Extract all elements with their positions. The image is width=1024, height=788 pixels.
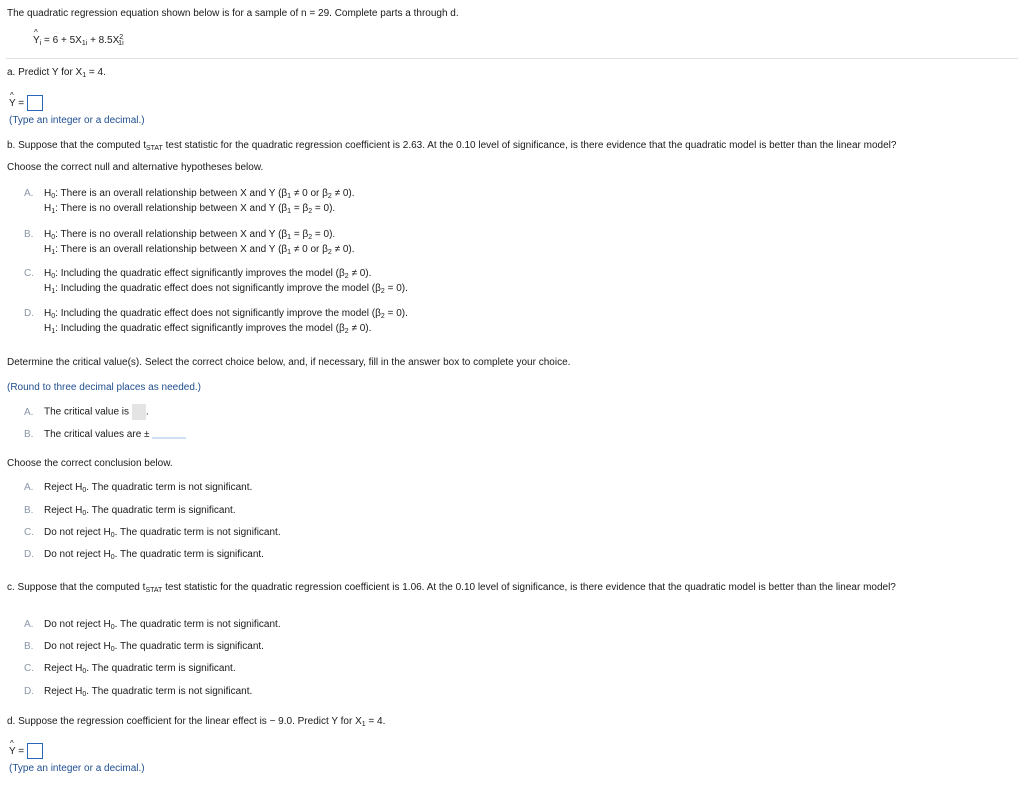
intro-text: The quadratic regression equation shown below is for a sample of n = 29. Complete parts a through d. [7, 8, 459, 19]
conclusion-c-option-a[interactable]: A. Do not reject $H_0$. The quadratic term is not significant. [24, 619, 281, 631]
critical-value-input[interactable] [132, 404, 146, 420]
conclusion-c-option-d[interactable]: D. Reject $H_0$. The quadratic term is not significant. [24, 686, 253, 698]
critical-values-input[interactable] [152, 437, 186, 439]
conclusion-b-option-b[interactable]: B. Reject $H_0$. The quadratic term is significant. [24, 505, 236, 517]
hypothesis-option-a[interactable]: A. $H_0$: There is an overall relationship between X and Y ($\beta_1 \ne 0$ or $\beta_2 \ne 0$). $H_1$: There is no overall relationship between X and Y $(\beta_1 = \beta_2 = 0)$. [24, 188, 355, 215]
part-d-answer-input[interactable] [27, 743, 43, 759]
part-d-hint: (Type an integer or a decimal.) [9, 763, 145, 774]
part-a-answer: ^ Y = [9, 95, 43, 111]
conclusion-b-option-a[interactable]: A. Reject $H_0$. The quadratic term is not significant. [24, 482, 253, 494]
part-b-question: b. Suppose that the computed $t_{STAT}$ test statistic for the quadratic regression coefficient is 2.63. At the 0.10 level of significance, is there evidence that the quadratic model is better than the linear model? [7, 140, 897, 152]
part-d-prompt: d. Suppose the regression coefficient for the linear effect is − 9.0. Predict Y for $X_1 = 4$. [7, 716, 386, 728]
conclusion-c-option-c[interactable]: C. Reject $H_0$. The quadratic term is significant. [24, 663, 236, 675]
conclusion-c-option-b[interactable]: B. Do not reject $H_0$. The quadratic term is significant. [24, 641, 264, 653]
part-a-answer-input[interactable] [27, 95, 43, 111]
hypothesis-option-c[interactable]: C. $H_0$: Including the quadratic effect significantly improves the model $(\beta_2 \ne 0)$. $H_1$: Including the quadratic effect does not significantly improve the model $(\beta_2 = 0)$. [24, 268, 408, 295]
part-d-answer: ^ Y = [9, 743, 43, 759]
part-a-prompt: a. Predict Y for $X_1 = 4$. [7, 67, 106, 79]
conclusion-instruction: Choose the correct conclusion below. [7, 458, 173, 469]
hypothesis-instruction: Choose the correct null and alternative hypotheses below. [7, 162, 264, 173]
critical-option-a[interactable]: A. The critical value is . [24, 404, 149, 420]
part-c-question: c. Suppose that the computed $t_{STAT}$ test statistic for the quadratic regression coefficient is 1.06. At the 0.10 level of significance, is there evidence that the quadratic model is better than the linear model? [7, 582, 896, 594]
regression-equation: ^ $Y_i = 6 + 5X_{1i} + 8.5X^2_{1i}$ [33, 34, 124, 47]
critical-option-b[interactable]: B. The critical values are ± [24, 429, 186, 440]
conclusion-b-option-c[interactable]: C. Do not reject $H_0$. The quadratic term is not significant. [24, 527, 281, 539]
hypothesis-option-b[interactable]: B. $H_0$: There is no overall relationship between X and Y $(\beta_1 = \beta_2 = 0)$. $H_1$: There is an overall relationship between X and Y ($\beta_1 \ne 0$ or $\beta_2 \ne 0$). [24, 229, 355, 256]
conclusion-b-option-d[interactable]: D. Do not reject $H_0$. The quadratic term is significant. [24, 549, 264, 561]
hypothesis-option-d[interactable]: D. $H_0$: Including the quadratic effect does not significantly improve the model $(\beta_2 = 0)$. $H_1$: Including the quadratic effect significantly improves the model $(\beta_2 \ne 0)$. [24, 308, 408, 335]
divider [6, 58, 1018, 59]
critical-hint: (Round to three decimal places as needed.) [7, 382, 202, 393]
part-a-hint: (Type an integer or a decimal.) [9, 115, 145, 126]
critical-instruction: Determine the critical value(s). Select the correct choice below, and, if necessary, fill in the answer box to complete your choice. [7, 357, 571, 368]
